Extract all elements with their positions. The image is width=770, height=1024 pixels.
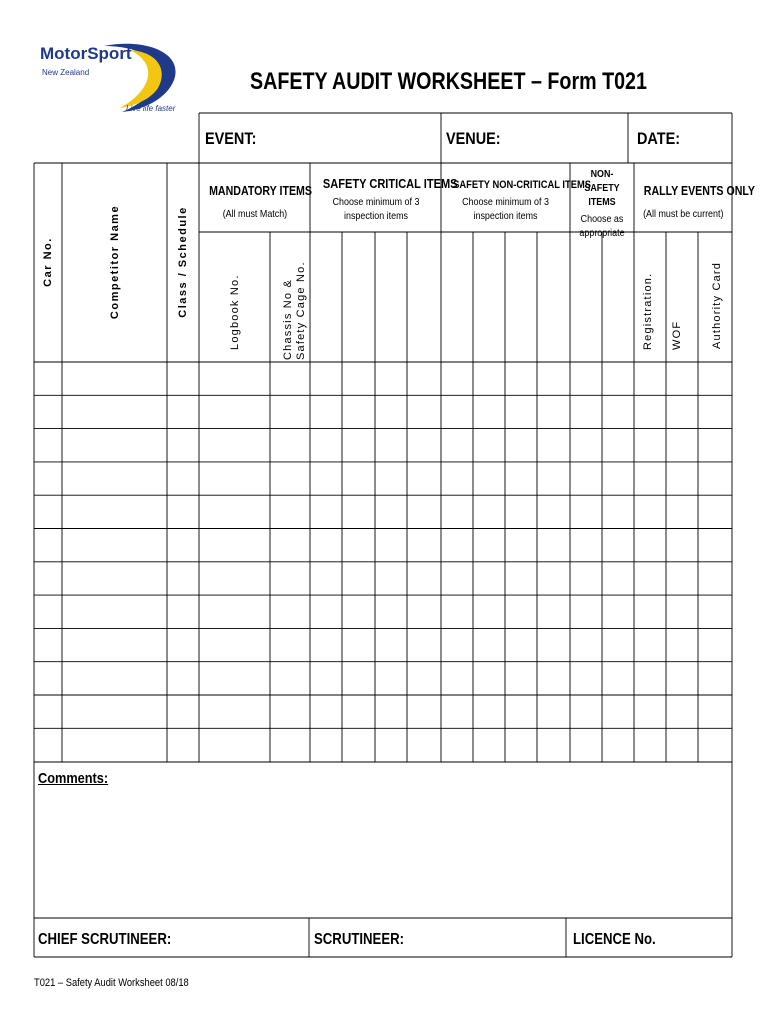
group-mandatory xyxy=(200,180,310,223)
chief-scrutineer-label[interactable]: CHIEF SCRUTINEER: xyxy=(38,931,172,948)
comments-label: Comments: xyxy=(38,770,109,787)
group-noncritical-title: SAFETY NON-CRITICAL ITEMS xyxy=(453,179,591,191)
licence-no-label[interactable]: LICENCE No. xyxy=(573,931,656,948)
col-chassis-line2: Safety Cage No. xyxy=(295,261,307,360)
col-class-schedule: Class / Schedule xyxy=(177,206,189,318)
logo-brand-text: MotorSport xyxy=(40,44,132,63)
scrutineer-label[interactable]: SCRUTINEER: xyxy=(314,931,405,948)
group-noncritical-sub: Choose minimum of 3 inspection items xyxy=(462,195,549,222)
date-field-label[interactable]: DATE: xyxy=(637,129,681,148)
logo-tagline-text: Live life faster xyxy=(126,104,176,113)
col-registration: Registration. xyxy=(642,272,654,350)
logo-region-text: New Zealand xyxy=(42,68,90,77)
venue-field-label[interactable]: VENUE: xyxy=(446,129,501,148)
group-mandatory-title: MANDATORY ITEMS xyxy=(209,184,312,198)
col-authority-card: Authority Card xyxy=(711,261,723,349)
col-car-no: Car No. xyxy=(42,237,54,287)
col-chassis-line1: Chassis No & xyxy=(282,278,294,360)
group-nonsafety-sub: Choose as appropriate xyxy=(579,212,625,240)
event-field-label[interactable]: EVENT: xyxy=(205,129,257,148)
group-mandatory-sub: (All must Match) xyxy=(222,207,288,220)
group-critical-sub: Choose minimum of 3 inspection items xyxy=(332,195,420,222)
col-competitor-name: Competitor Name xyxy=(109,204,121,320)
form-footer: T021 – Safety Audit Worksheet 08/18 xyxy=(34,977,189,989)
group-non-safety xyxy=(572,167,632,243)
group-critical-title: SAFETY CRITICAL ITEMS xyxy=(322,176,458,191)
page-title: SAFETY AUDIT WORKSHEET – Form T021 xyxy=(250,68,647,95)
group-rally-sub: (All must be current) xyxy=(642,207,724,220)
group-nonsafety-title: NON-SAFETY ITEMS xyxy=(584,168,620,209)
col-chassis-cage xyxy=(282,250,308,360)
group-safety-noncritical xyxy=(441,173,591,225)
group-rally-title: RALLY EVENTS ONLY xyxy=(643,184,756,198)
col-logbook-no: Logbook No. xyxy=(229,274,241,350)
col-wof: WOF xyxy=(671,320,683,350)
comments-area[interactable] xyxy=(36,795,730,915)
group-rally-events xyxy=(634,180,756,223)
group-safety-critical xyxy=(311,173,458,225)
